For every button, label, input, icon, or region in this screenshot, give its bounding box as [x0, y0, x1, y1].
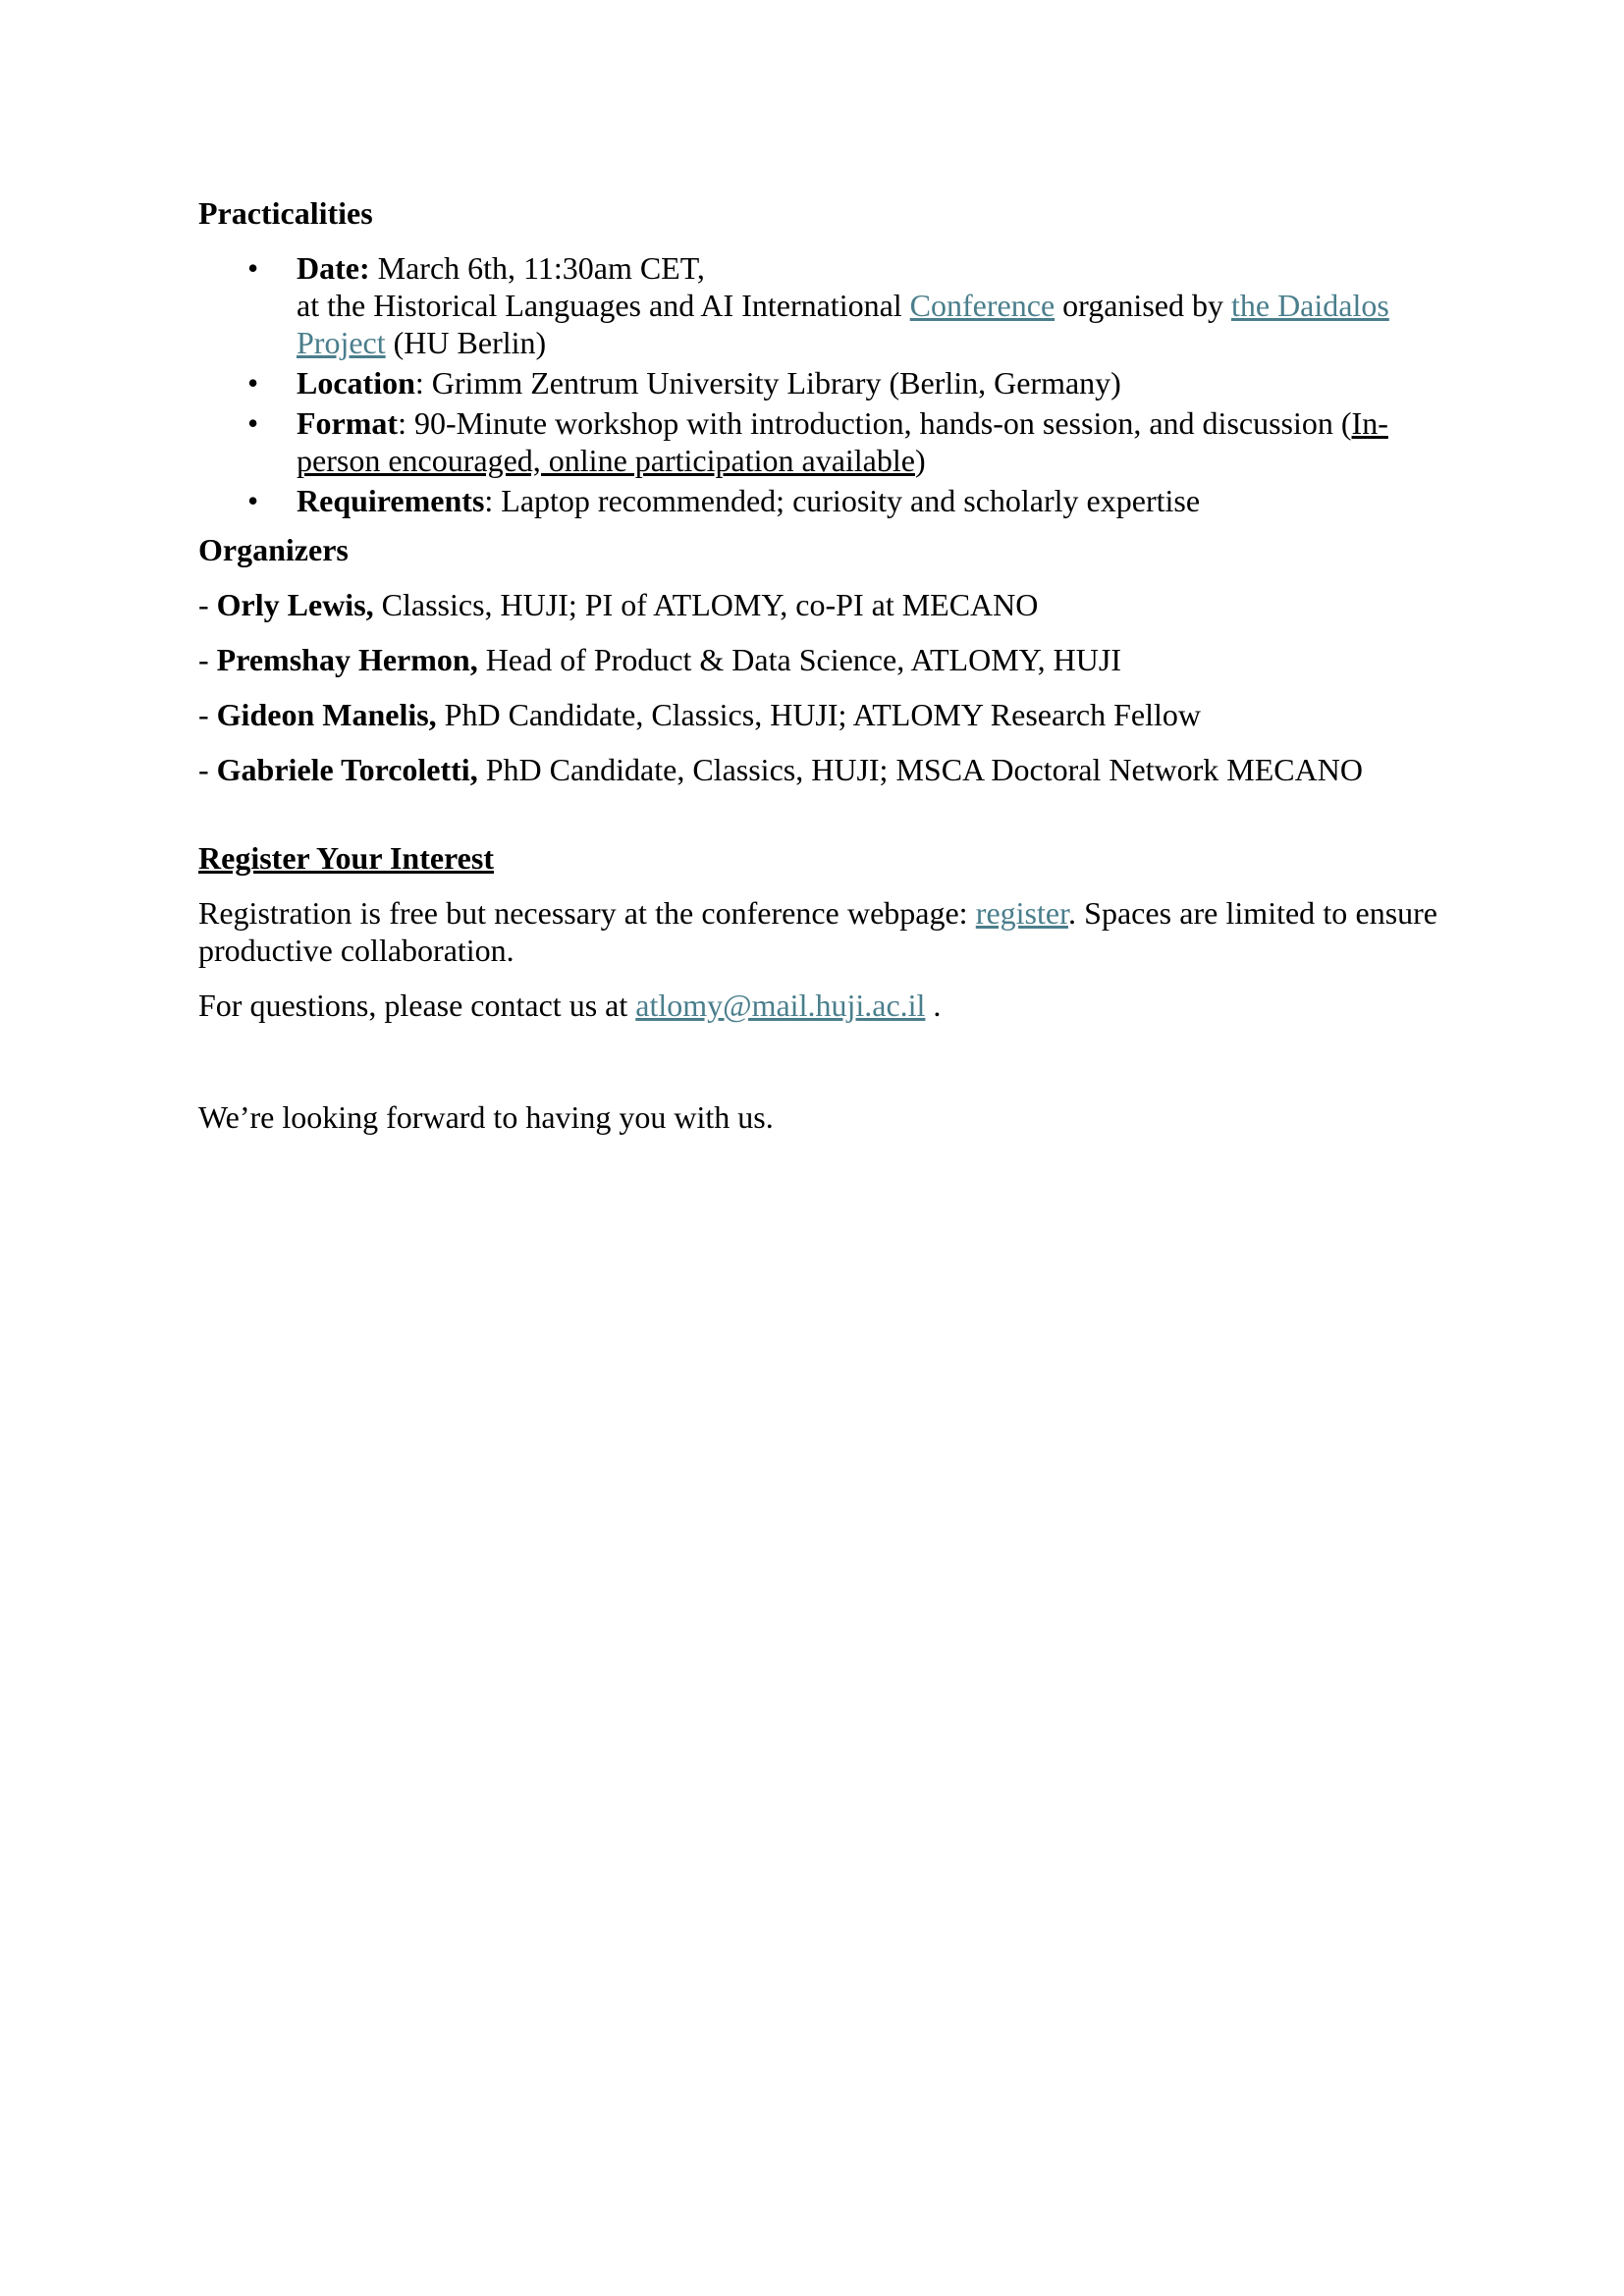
date-suffix: (HU Berlin) [385, 325, 547, 360]
requirements-label: Requirements [297, 483, 485, 518]
requirements-value: : Laptop recommended; curiosity and scholarly expertise [484, 483, 1201, 518]
list-item-requirements [198, 482, 1437, 519]
organizer-item [198, 641, 1437, 678]
date-venue-text: at the Historical Languages and AI International [297, 288, 910, 323]
list-item-date [198, 249, 1437, 361]
date-value: March 6th, 11:30am CET, [369, 250, 705, 286]
questions-suffix: . [925, 988, 942, 1023]
daidalos-project-link[interactable]: the Daidalos Project [297, 288, 1389, 360]
date-organised-by: organised by [1055, 288, 1231, 323]
bullet-icon: • [247, 250, 259, 286]
register-link[interactable]: register [975, 895, 1068, 931]
organizer-name: Premshay Hermon, [216, 642, 478, 677]
location-label: Location [297, 365, 415, 400]
closing-line: We’re looking forward to having you with us. [198, 1099, 774, 1135]
location-value: : Grimm Zentrum University Library (Berlin, Germany) [414, 365, 1121, 400]
list-item-format [198, 404, 1437, 479]
organizer-role: Head of Product & Data Science, ATLOMY, HUJI [477, 642, 1121, 677]
practicalities-heading: Practicalities [198, 195, 373, 231]
organizer-role: PhD Candidate, Classics, HUJI; ATLOMY Research Fellow [436, 697, 1201, 732]
format-suffix: ) [914, 443, 926, 478]
format-label: Format [297, 405, 399, 441]
organizer-item [198, 696, 1437, 733]
registration-text: Registration is free but necessary at the conference webpage: [198, 895, 976, 931]
document-page [198, 194, 1437, 1153]
format-participation-note: In-person encouraged, online participation available [297, 405, 1388, 478]
organizer-item [198, 751, 1437, 788]
bullet-icon: • [247, 405, 259, 441]
register-heading: Register Your Interest [198, 840, 494, 876]
bullet-icon: • [247, 365, 259, 400]
list-item-location [198, 364, 1437, 401]
organizer-item [198, 586, 1437, 623]
organizer-name: Orly Lewis, [216, 587, 374, 622]
registration-note: . Spaces are limited to ensure productive collaboration. [198, 895, 1438, 968]
registration-paragraph [198, 894, 1437, 969]
organizer-dash: - [198, 642, 217, 677]
date-label: Date: [297, 250, 370, 286]
organizers-heading: Organizers [198, 532, 349, 567]
organizer-role: Classics, HUJI; PI of ATLOMY, co-PI at MECANO [373, 587, 1039, 622]
format-value: : 90-Minute workshop with introduction, hands-on session, and discussion ( [398, 405, 1352, 441]
practicalities-list [198, 249, 1437, 519]
organizer-dash: - [198, 587, 217, 622]
bullet-icon: • [247, 483, 259, 518]
organizer-dash: - [198, 697, 217, 732]
organizer-dash: - [198, 752, 217, 787]
email-link[interactable]: atlomy@mail.huji.ac.il [635, 988, 926, 1023]
organizer-name: Gideon Manelis, [216, 697, 437, 732]
conference-link[interactable]: Conference [909, 288, 1056, 323]
questions-text: For questions, please contact us at [198, 988, 636, 1023]
questions-paragraph [198, 987, 1437, 1024]
organizer-name: Gabriele Torcoletti, [216, 752, 478, 787]
organizer-role: PhD Candidate, Classics, HUJI; MSCA Doctoral Network MECANO [477, 752, 1363, 787]
